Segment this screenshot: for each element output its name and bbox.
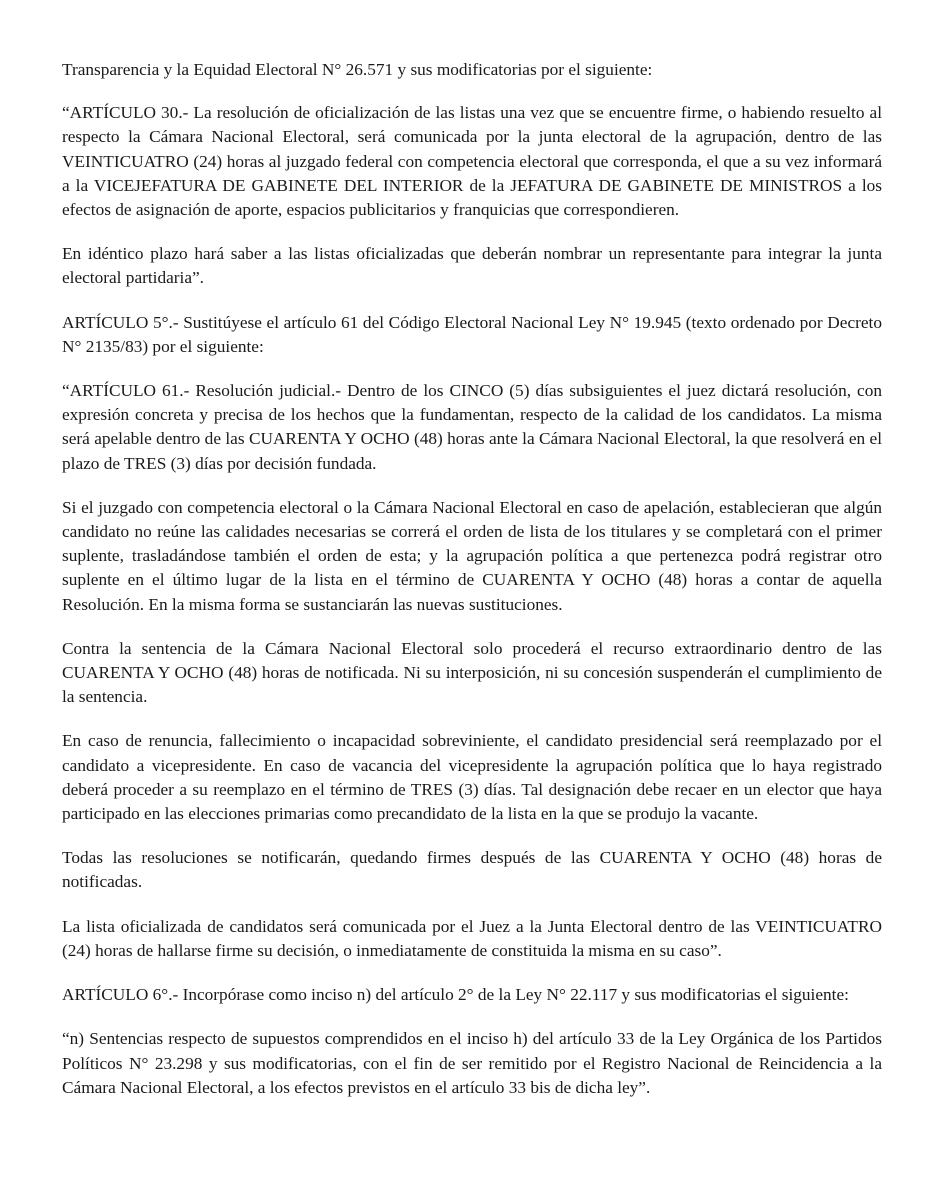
paragraph-lista-oficializada: La lista oficializada de candidatos será comunicada por el Juez a la Junta Electoral dentro de las VEINTICUATRO (24) horas de hallarse firme su decisión, o inmediatamente de constituida la misma en su caso”. [62, 916, 882, 960]
paragraph-renuncia: En caso de renuncia, fallecimiento o incapacidad sobreviniente, el candidato presidencial será reemplazado por el candidato a vicepresidente. En caso de vacancia del vicepresidente la agrupación política que lo haya registrado deberá proceder a su reemplazo en el término de TRES (3) días. Tal designación debe recaer en un elector que haya participado en las elecciones primarias como precandidato de la lista en la que se produjo la vacante. [62, 731, 882, 824]
paragraph-intro: Transparencia y la Equidad Electoral N° 26.571 y sus modificatorias por el siguiente: [62, 60, 653, 79]
paragraph-sentencia-camara: Contra la sentencia de la Cámara Nacional Electoral solo procederá el recurso extraordinario dentro de las CUARENTA Y OCHO (48) horas de notificada. Ni su interposición, ni su concesión suspenderán el cumplimiento de la sentencia. [62, 638, 882, 707]
paragraph-inciso-n: “n) Sentencias respecto de supuestos comprendidos en el inciso h) del artículo 33 de la Ley Orgánica de los Partidos Políticos N° 23.298 y sus modificatorias, con el fin de ser remitido por el Registro Nacional de Reincidencia a la Cámara Nacional Electoral, a los efectos previstos en el artículo 33 bis de dicha ley”. [62, 1029, 882, 1097]
paragraph-notificaciones: Todas las resoluciones se notificarán, quedando firmes después de las CUARENTA Y OCHO (48) horas de notificadas. [62, 848, 882, 892]
paragraph-plazo-junta: En idéntico plazo hará saber a las listas oficializadas que deberán nombrar un representante para integrar la junta electoral partidaria”. [62, 244, 882, 288]
paragraph-candidato-calidades: Si el juzgado con competencia electoral o la Cámara Nacional Electoral en caso de apelación, establecieran que algún candidato no reúne las calidades necesarias se correrá el orden de lista de los titulares y se completará con el primer suplente, trasladándose también el orden de esta; y la agrupación política a que pertenezca podrá registrar otro suplente en el último lugar de la lista en el término de CUARENTA Y OCHO (48) horas a contar de aquella Resolución. En la misma forma se sustanciarán las nuevas sustituciones. [62, 497, 882, 614]
paragraph-articulo-30: “ARTÍCULO 30.- La resolución de oficialización de las listas una vez que se encuentre firme, o habiendo resuelto al respecto la Cámara Nacional Electoral, será comunicada por la junta electoral de la agrupación, dentro de las VEINTICUATRO (24) horas al juzgado federal con competencia electoral que corresponda, el que a su vez informará a la VICEJEFATURA DE GABINETE DEL INTERIOR de la JEFATURA DE GABINETE DE MINISTROS a los efectos de asignación de aporte, espacios publicitarios y franquicias que correspondieren. [62, 103, 882, 220]
document-page [62, 58, 882, 1120]
paragraph-articulo-61: “ARTÍCULO 61.- Resolución judicial.- Dentro de los CINCO (5) días subsiguientes el juez dictará resolución, con expresión concreta y precisa de los hechos que la fundamentan, respecto de la calidad de los candidatos. La misma será apelable dentro de las CUARENTA Y OCHO (48) horas ante la Cámara Nacional Electoral, la que resolverá en el plazo de TRES (3) días por decisión fundada. [62, 381, 882, 473]
paragraph-articulo-5: ARTÍCULO 5°.- Sustitúyese el artículo 61 del Código Electoral Nacional Ley N° 19.945 (texto ordenado por Decreto N° 2135/83) por el siguiente: [62, 312, 882, 356]
paragraph-articulo-6: ARTÍCULO 6°.- Incorpórase como inciso n) del artículo 2° de la Ley N° 22.117 y sus modificatorias el siguiente: [62, 985, 849, 1005]
